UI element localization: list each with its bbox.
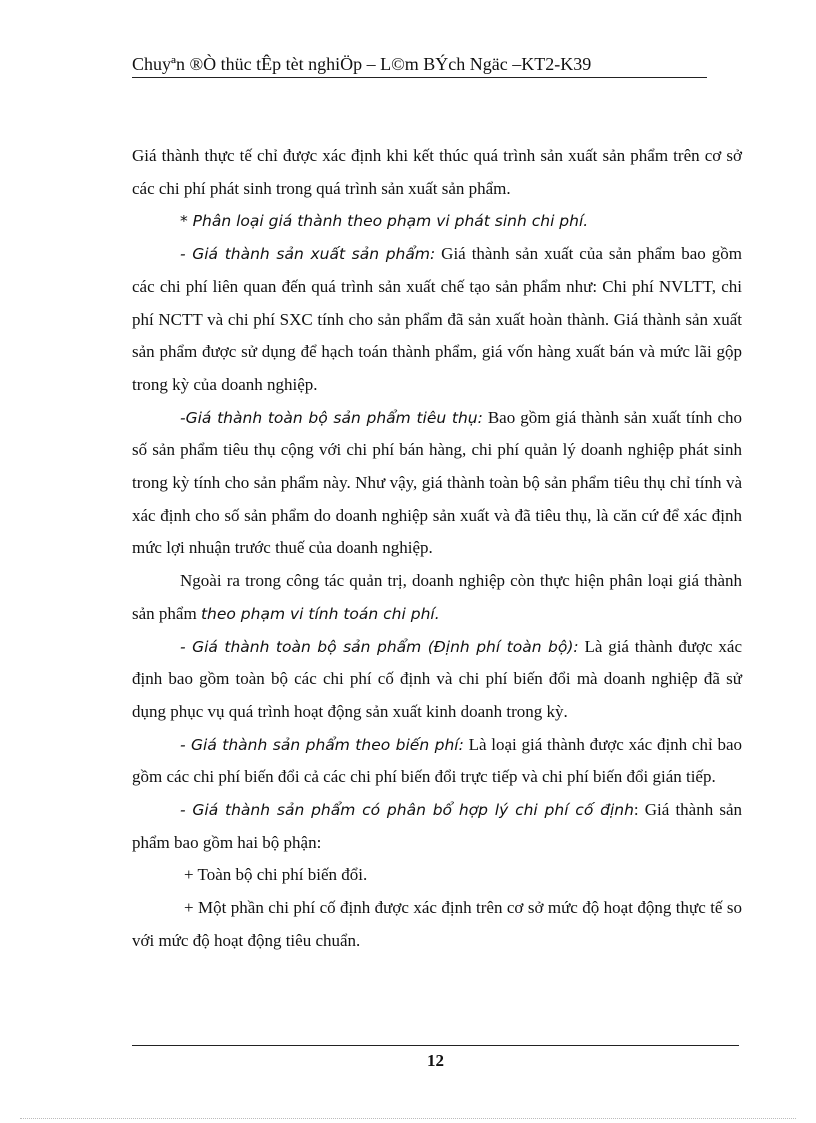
paragraph-full-cost [132,631,742,729]
term-full-cost: - Giá thành toàn bộ sản phẩm (Định phí toàn bộ): [180,637,579,656]
page-header: Chuyªn ®Ò thüc tÊp tèt nghiÖp – L©m BÝch Ngäc –KT2-K39 [132,54,592,74]
paragraph-variable-cost [132,729,742,794]
paragraph-management-classification [132,565,742,630]
term-production-cost: - Giá thành sản xuất sản phẩm: [180,245,436,264]
page-bottom-dotted-edge [20,1118,796,1119]
definition-total-cost-sold: Bao gồm giá thành sản xuất tính cho số sản phẩm tiêu thụ cộng với chi phí bán hàng, chi phí quản lý doanh nghiệp phát sinh trong kỳ tính cho sản phẩm này. Như vậy, giá thành toàn bộ sản phẩm tiêu thụ chỉ tính và xác định cho số sản phẩm do doanh nghiệp sản xuất và đã tiêu thụ, là căn cứ để xác định mức lợi nhuận trước thuế của doanh nghiệp. [132,407,742,558]
section-heading-classification [132,205,742,238]
document-body [132,140,742,958]
management-classification-text: Ngoài ra trong công tác quản trị, doanh nghiệp còn thực hiện phân loại giá thành sản phẩm [132,571,742,623]
footer-divider [132,1045,739,1046]
definition-production-cost: Giá thành sản xuất của sản phẩm bao gồm các chi phí liên quan đến quá trình sản xuất chế tạo sản phẩm như: Chi phí NVLTT, chi phí NCTT và chi phí SXC tính cho sản phẩm đã sản xuất hoàn thành. Giá thành sản xuất sản phẩm được sử dụng để hạch toán thành phẩm, giá vốn hàng xuất bán và mức lãi gộp trong kỳ của doanh nghiệp. [132,244,742,394]
list-item-fixed-cost-portion: + Một phần chi phí cố định được xác định trên cơ sở mức độ hoạt động thực tế so với mức độ hoạt động tiêu chuẩn. [132,898,742,950]
paragraph-total-cost-sold [132,402,742,566]
paragraph-production-cost [132,238,742,402]
term-allocated-fixed-cost: - Giá thành sản phẩm có phân bổ hợp lý chi phí cố định [180,801,634,820]
term-variable-cost: - Giá thành sản phẩm theo biến phí: [180,735,464,754]
paragraph-allocated-fixed-cost [132,794,742,859]
page-number: 12 [427,1051,444,1070]
definition-full-cost: Là giá thành được xác định bao gồm toàn bộ các chi phí cố định và chi phí biến đổi mà doanh nghiệp đã sử dụng phục vụ quá trình hoạt động sản xuất kinh doanh trong kỳ. [132,636,742,721]
header-divider [132,77,707,78]
italic-heading: * Phân loại giá thành theo phạm vi phát sinh chi phí. [180,212,589,231]
paragraph-actual-cost: Giá thành thực tế chỉ được xác định khi kết thúc quá trình sản xuất sản phẩm trên cơ sở các chi phí phát sinh trong quá trình sản xuất sản phẩm. [132,146,742,198]
italic-scope-phrase: theo phạm vi tính toán chi phí. [200,604,440,623]
list-item-variable-cost: + Toàn bộ chi phí biến đổi. [184,865,368,885]
definition-variable-cost: Là loại giá thành được xác định chỉ bao gồm các chi phí biến đổi cả các chi phí biến đổi trực tiếp và chi phí biến đổi gián tiếp. [132,734,743,787]
definition-allocated-fixed-cost: : Giá thành sản phẩm bao gồm hai bộ phận: [132,800,742,852]
term-total-cost-sold: -Giá thành toàn bộ sản phẩm tiêu thụ: [180,408,483,427]
